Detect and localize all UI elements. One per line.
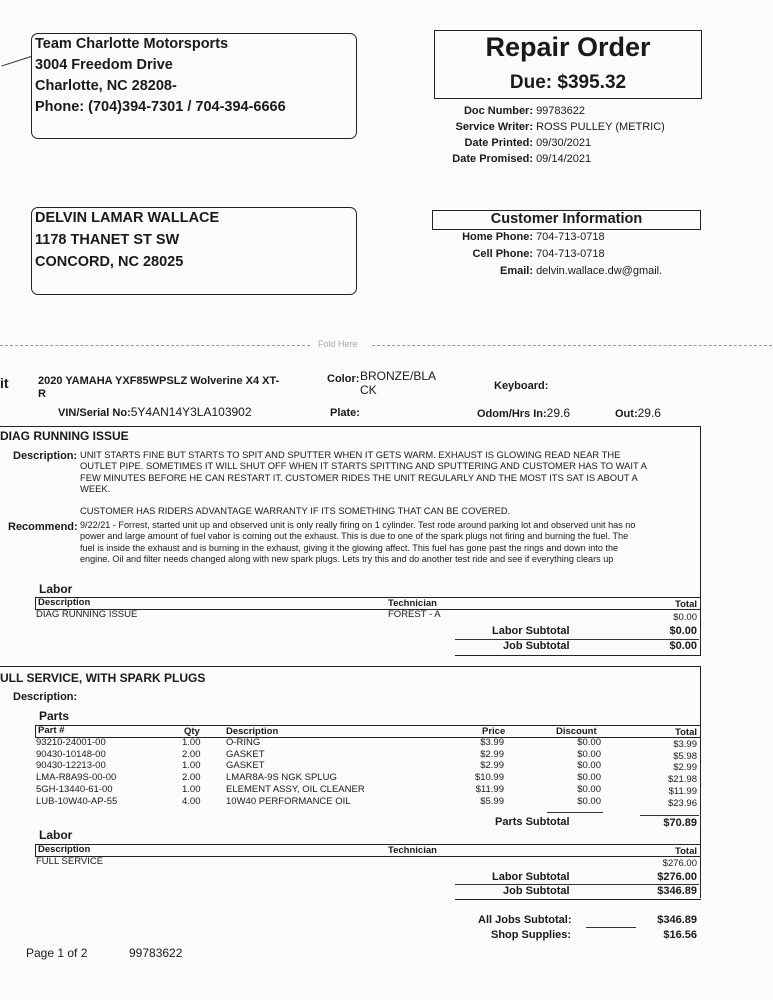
labor-row-total: $0.00 (673, 612, 697, 623)
parts-discount-rule (547, 812, 603, 813)
all-jobs-label: All Jobs Subtotal: (478, 914, 572, 926)
part-row-price: $5.99 (480, 795, 504, 807)
totals-rule (586, 927, 636, 928)
customer-name: DELVIN LAMAR WALLACE (35, 210, 220, 226)
recommend-line: power and large amount of fuel vabor is coming out the exhaust. This is due to one of the spark plugs not firing and burning the fuel. The (80, 531, 629, 542)
job1-labor-subtotal: $0.00 (669, 625, 697, 637)
service-writer-label: Service Writer: (455, 121, 533, 133)
job1-job-subtotal: $0.00 (669, 640, 697, 652)
part-row-number: LUB-10W40-AP-55 (36, 795, 118, 807)
job1-labor-header-total: Total (675, 599, 697, 610)
parts-header-total: Total (675, 727, 697, 738)
part-row-description: O-RING (226, 737, 261, 748)
part-row-qty: 1.00 (182, 737, 201, 748)
cell-phone-label: Cell Phone: (472, 248, 533, 260)
fold-here-label: Fold Here (318, 339, 358, 349)
labor-row-total: $276.00 (662, 858, 697, 869)
recommend-line: fuel is inside the exhaust and is burning in the exhaust, giving it the glowing affect. This fuel has gone past the rings and down into the (80, 542, 619, 553)
part-row-discount: $0.00 (577, 772, 601, 784)
part-row-description: 10W40 PERFORMANCE OIL (226, 795, 351, 807)
job1-labor-title: Labor (39, 582, 73, 596)
part-row-description: GASKET (226, 760, 265, 772)
job2-bottom-rule (455, 899, 701, 900)
part-row-number: 93210-24001-00 (36, 737, 106, 748)
unit-color-line2: CK (360, 383, 377, 397)
customer-city: CONCORD, NC 28025 (35, 254, 184, 270)
job1-job-subtotal-label: Job Subtotal (503, 640, 570, 652)
doc-number: 99783622 (536, 105, 586, 117)
description-line: FEW MINUTES BEFORE HE CAN RESTART IT. CUSTOMER RIDES THE UNIT REGULARLY AND THE MOST ITS SAT IS ABOUT A (80, 471, 638, 483)
part-row-qty: 1.00 (182, 783, 201, 795)
part-row-discount: $0.00 (577, 760, 601, 772)
job2-labor-header-total: Total (675, 846, 697, 857)
odom-in-row (477, 406, 570, 420)
job1-top-rule (0, 426, 701, 427)
parts-header-description: Description (226, 726, 279, 737)
page-number: Page 1 of 2 (26, 946, 88, 960)
unit-color-line1: BRONZE/BLA (360, 369, 437, 383)
part-row-number: 90430-12213-00 (36, 760, 106, 772)
job1-bottom-rule (455, 655, 701, 656)
part-row-price: $3.99 (480, 737, 504, 748)
job2-parts-subtotal-label: Parts Subtotal (495, 816, 570, 828)
keyboard-label: Keyboard: (494, 380, 549, 392)
parts-header-qty: Qty (184, 726, 200, 737)
date-promised: 09/14/2021 (536, 153, 592, 165)
part-row-number: LMA-R8A9S-00-00 (36, 772, 117, 784)
part-row-number: 90430-10148-00 (36, 748, 106, 760)
job2-title: ULL SERVICE, WITH SPARK PLUGS (0, 671, 206, 685)
unit-model-line1: 2020 YAMAHA YXF85WPSLZ Wolverine X4 XT- (38, 375, 280, 387)
fold-line-right (372, 345, 772, 346)
doc-number-label: Doc Number: (463, 105, 533, 117)
job2-parts-title: Parts (39, 709, 70, 723)
recommend-line: engine. Oil and filter needs changed along with new spark plugs. Lets try this and do another test ride and see if everything clears up (80, 553, 614, 564)
fold-mark (1, 56, 31, 67)
part-row-total: $23.96 (667, 797, 697, 809)
parts-header-price: Price (482, 726, 506, 737)
part-row-discount: $0.00 (577, 795, 601, 807)
footer-doc-number: 99783622 (129, 946, 183, 960)
dealer-street: 3004 Freedom Drive (35, 57, 173, 73)
unit-color (360, 369, 436, 397)
part-row-price: $11.99 (475, 783, 504, 795)
vin-row (58, 405, 252, 419)
dealer-city: Charlotte, NC 28208- (35, 78, 177, 94)
parts-total-rule (640, 815, 699, 816)
description-line: WEEK. (80, 482, 111, 494)
part-row-total: $5.98 (673, 750, 697, 762)
date-printed: 09/30/2021 (536, 137, 592, 149)
part-row-total: $3.99 (673, 739, 697, 750)
color-label: Color: (327, 373, 360, 385)
job2-labor-header-technician: Technician (388, 845, 437, 856)
odom-out-row (615, 406, 661, 420)
job1-labor-subtotal-label: Labor Subtotal (492, 625, 570, 637)
part-row-discount: $0.00 (577, 783, 601, 795)
odom-in-label: Odom/Hrs In: (477, 408, 547, 420)
job2-parts-subtotal: $70.89 (663, 817, 697, 829)
labor-row-technician: FOREST - A (388, 609, 441, 620)
unit-label-fragment: it (0, 375, 9, 391)
job2-description-label: Description: (13, 691, 78, 703)
job1-description-label: Description: (13, 450, 78, 462)
unit-model-line2: R (38, 388, 46, 400)
order-meta (420, 103, 720, 167)
all-jobs-subtotal: $346.89 (657, 914, 697, 926)
date-printed-label: Date Printed: (464, 137, 533, 149)
job2-top-rule (0, 666, 701, 667)
part-row-number: 5GH-13440-61-00 (36, 783, 113, 795)
customer-contact (420, 229, 720, 280)
odom-out: 29.6 (637, 406, 661, 420)
job2-right-border (700, 666, 701, 898)
part-row-qty: 2.00 (182, 748, 201, 760)
job1-recommend (80, 520, 635, 565)
job2-labor-title: Labor (39, 828, 73, 842)
job1-labor-header-technician: Technician (388, 598, 437, 609)
part-row-total: $21.98 (667, 774, 697, 786)
description-line (80, 494, 647, 505)
part-row-total: $2.99 (673, 762, 697, 774)
part-row-description: LMAR8A-9S NGK SPLUG (226, 772, 337, 784)
labor-row-description: FULL SERVICE (36, 856, 104, 867)
vin: 5Y4AN14Y3LA103902 (130, 405, 252, 419)
email: delvin.wallace.dw@gmail. (536, 265, 663, 277)
job1-recommend-label: Recommend: (8, 521, 78, 533)
job1-title: DIAG RUNNING ISSUE (0, 429, 129, 443)
customer-address (35, 207, 219, 273)
part-row-price: $10.99 (474, 772, 504, 784)
home-phone-label: Home Phone: (462, 231, 533, 243)
customer-info-title: Customer Information (490, 211, 643, 227)
part-row-description: GASKET (226, 748, 265, 760)
home-phone: 704-713-0718 (536, 231, 605, 243)
job2-labor-subtotal: $276.00 (657, 871, 697, 883)
job1-right-border (700, 426, 701, 656)
part-row-discount: $0.00 (577, 737, 601, 748)
job2-job-subtotal-label: Job Subtotal (503, 885, 570, 897)
dealer-phone: Phone: (704)394-7301 / 704-394-6666 (35, 99, 286, 115)
plate-label: Plate: (330, 407, 360, 419)
job2-labor-subtotal-label: Labor Subtotal (492, 871, 570, 883)
vin-label: VIN/Serial No: (58, 407, 131, 419)
email-label: Email: (499, 265, 533, 277)
job2-labor-header-description: Description (38, 844, 91, 855)
fold-line-left (0, 345, 310, 346)
job1-description (80, 449, 647, 517)
shop-supplies: $16.56 (663, 929, 697, 941)
odom-out-label: Out: (615, 408, 638, 420)
part-row-price: $2.99 (480, 760, 504, 772)
job1-labor-header-description: Description (38, 597, 91, 608)
part-row-total: $11.99 (668, 785, 697, 797)
recommend-line: 9/22/21 - Forrest, started unit up and observed unit is only really firing on 1 cylinder. Test rode around parking lot and observed unit has no (80, 520, 636, 530)
repair-order-title: Repair Order (485, 32, 651, 62)
part-row-description: ELEMENT ASSY, OIL CLEANER (226, 783, 365, 795)
customer-street: 1178 THANET ST SW (35, 232, 180, 248)
part-row-price: $2.99 (480, 748, 504, 760)
unit-model (38, 375, 279, 401)
amount-due: Due: $395.32 (509, 72, 627, 93)
dealer-name: Team Charlotte Motorsports (35, 36, 229, 52)
job2-job-subtotal: $346.89 (657, 885, 697, 897)
part-row-qty: 4.00 (182, 795, 201, 807)
description-line: UNIT STARTS FINE BUT STARTS TO SPIT AND SPUTTER WHEN IT GETS WARM. EXHAUST IS GLOWING READ NEAR THE (80, 449, 621, 460)
date-promised-label: Date Promised: (452, 153, 533, 165)
part-row-qty: 1.00 (182, 760, 201, 772)
part-row-discount: $0.00 (577, 748, 601, 760)
labor-row-description: DIAG RUNNING ISSUE (36, 609, 138, 620)
parts-header-part: Part # (38, 725, 65, 736)
service-writer: ROSS PULLEY (METRIC) (536, 121, 665, 133)
cell-phone: 704-713-0718 (536, 248, 605, 260)
odom-in: 29.6 (546, 406, 571, 420)
description-line: CUSTOMER HAS RIDERS ADVANTAGE WARRANTY IF ITS SOMETHING THAT CAN BE COVERED. (80, 505, 511, 517)
description-line: OUTLET PIPE. SOMETIMES IT WILL SHUT OFF WHEN IT STARTS SPITTING AND SPUTTERING AND CUSTOMER HAS TO WAIT A (80, 460, 647, 472)
dealer-address (35, 34, 286, 118)
parts-header-discount: Discount (556, 726, 597, 737)
shop-supplies-label: Shop Supplies: (491, 929, 572, 941)
part-row-qty: 2.00 (182, 772, 201, 784)
